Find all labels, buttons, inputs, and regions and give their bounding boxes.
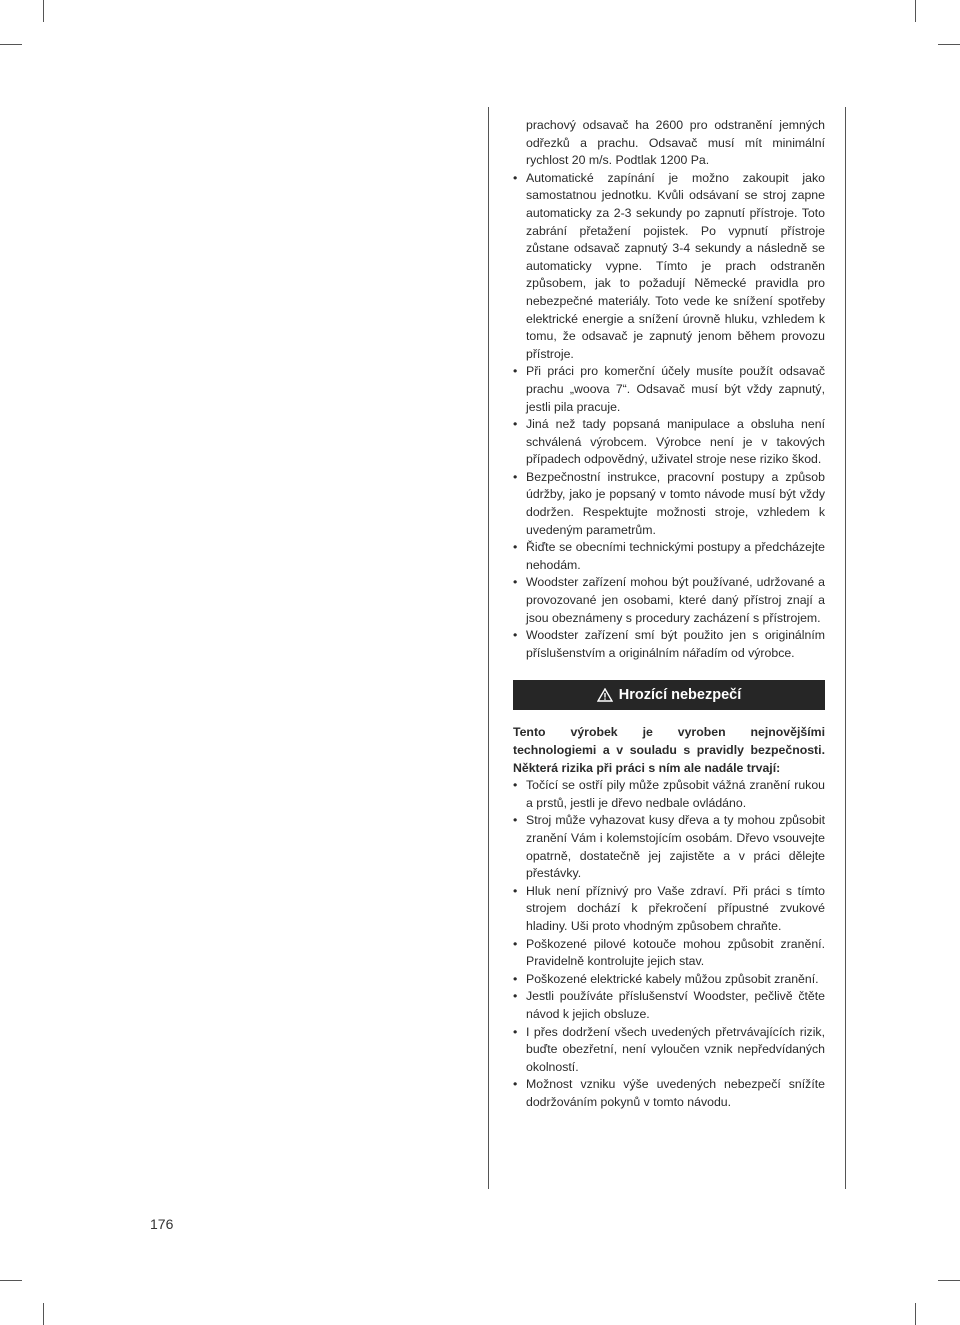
list-item: • Jestli používáte příslušenství Woodster, pečlivě čtěte návod k jejich obsluze. xyxy=(513,988,825,1023)
list-item: • Woodster zařízení mohou být používané, udržované a provozované jen osobami, které daný přístroj znají a jsou obeznámeny s procedury zacházení s přístrojem. xyxy=(513,574,825,627)
crop-mark-top-left-horizontal xyxy=(0,44,22,45)
list-item: • I přes dodržení všech uvedených přetrvávajících rizik, buďte obezřetní, není vyloučen vznik nepředvídaných okolností. xyxy=(513,1024,825,1077)
list-item: • Bezpečnostní instrukce, pracovní postupy a způsob údržby, jako je popsaný v tomto návode musí být vždy dodržen. Respektujte možnosti stroje, vzhledem k uvedeným parametrům. xyxy=(513,469,825,539)
risk-intro: Tento výrobek je vyroben nejnovějšími technologiemi a v souladu s pravidly bezpečnosti. Některá rizika při práci s ním ale nadále trvají: xyxy=(513,725,825,775)
crop-mark-top-right-vertical xyxy=(915,0,916,22)
list-item: • Poškozené elektrické kabely můžou způsobit zranění. xyxy=(513,971,825,989)
crop-mark-bottom-right-vertical xyxy=(915,1303,916,1325)
list-item: • Možnost vzniku výše uvedených nebezpečí snížíte dodržováním pokynů v tomto návodu. xyxy=(513,1076,825,1111)
crop-mark-top-right-horizontal xyxy=(938,44,960,45)
list-item: • Stroj může vyhazovat kusy dřeva a ty mohou způsobit zranění Vám i kolemstojícím osobám. Dřevo vsouvejte opatrně, dostatečně jej zajistěte a v práci dělejte přestávky. xyxy=(513,812,825,882)
list-item: • Jiná než tady popsaná manipulace a obsluha není schválená výrobcem. Výrobce není je v takových případech odpovědný, uživatel stroje nese riziko škod. xyxy=(513,416,825,469)
crop-mark-bottom-left-vertical xyxy=(43,1303,44,1325)
crop-mark-top-left-vertical xyxy=(43,0,44,22)
list-item: • Woodster zařízení smí být použito jen s originálním příslušenstvím a originálním nářadím od výrobce. xyxy=(513,627,825,662)
crop-mark-bottom-right-horizontal xyxy=(938,1280,960,1281)
list-item: • Hluk není příznivý pro Vaše zdraví. Při práci s tímto strojem dochází k překročení přípustné zvukové hladiny. Uši proto vhodným způsobem chraňte. xyxy=(513,883,825,936)
column-rule-left xyxy=(488,107,489,1189)
list-item: • Poškozené pilové kotouče mohou způsobit zranění. Pravidelně kontrolujte jejich stav. xyxy=(513,936,825,971)
page-number: 176 xyxy=(150,1216,174,1232)
list-item: • Točící se ostří pily může způsobit vážná zranění rukou a prstů, jestli je dřevo nedbale ovládáno. xyxy=(513,777,825,812)
text-column xyxy=(513,117,825,1111)
list-item: • Řiďte se obecními technickými postupy a předcházejte nehodám. xyxy=(513,539,825,574)
residual-risks-list xyxy=(513,777,825,1111)
column-rule-right xyxy=(845,107,846,1189)
warning-heading-title: Hrozící nebezpečí xyxy=(618,686,742,703)
list-item: • Při práci pro komerční účely musíte použít odsavač prachu „woova 7“. Odsavač musí být vždy zapnutý, jestli pila pracuje. xyxy=(513,363,825,416)
warning-triangle-icon xyxy=(597,688,613,702)
list-item: • Automatické zapínání je možno zakoupit jako samostatnou jednotku. Kvůli odsávaní se stroj zapne automaticky za 2-3 sekundy po zapnutí přístroje. Toto zabrání přetažení pojistek. Po vypnutí přístroje zůstane odsavač zapnutý 3-4 sekundy a následně se automaticky vypne. Tímto je prach odstraněn způsobem, jak to požadují Německé pravidla pro nebezpečné materiály. Toto vede ke snížení spotřeby elektrické energie a snížení úrovně hluku, vzhledem k tomu, že odsavač je zapnutý jenom během provozu přístroje. xyxy=(513,170,825,364)
crop-mark-bottom-left-horizontal xyxy=(0,1280,22,1281)
warning-heading-bar xyxy=(513,680,825,710)
intro-paragraph-continued: prachový odsavač ha 2600 pro odstranění jemných odřezků a prachu. Odsavač musí mít minimální rychlost 20 m/s. Podtlak 1200 Pa. xyxy=(526,118,825,168)
operating-notes-list xyxy=(513,170,825,663)
